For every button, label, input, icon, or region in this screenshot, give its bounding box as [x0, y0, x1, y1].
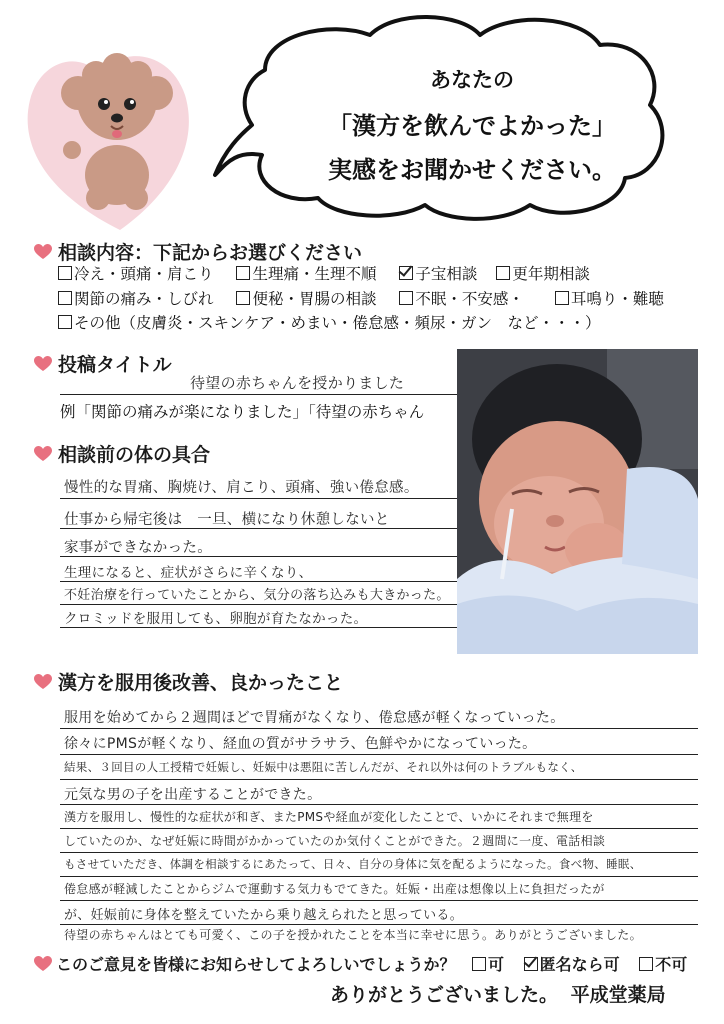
checkbox[interactable] — [58, 315, 72, 329]
checkbox-item[interactable] — [496, 265, 590, 283]
checkbox-checked[interactable] — [399, 266, 413, 280]
before-heading — [34, 440, 210, 467]
bubble-line-2: 「漢方を飲んでよかった」 — [328, 112, 616, 140]
checkbox-item[interactable] — [399, 290, 524, 308]
after-line: 漢方を服用し、慢性的な症状が和ぎ、またPMSや経血が変化したことで、いかにそれまで無理を — [64, 810, 594, 824]
before-rule — [60, 528, 457, 529]
checkbox-item[interactable] — [236, 290, 376, 308]
consent-option-label: 匿名なら可 — [539, 955, 620, 974]
checkbox-item[interactable] — [555, 290, 664, 308]
checkbox[interactable] — [472, 957, 486, 971]
checkbox[interactable] — [399, 291, 413, 305]
footer-thanks: ありがとうございました。 — [330, 984, 559, 1006]
checkbox-item[interactable] — [399, 265, 477, 283]
after-line: 服用を始めてから２週間ほどで胃痛がなくなり、倦怠感が軽くなっていった。 — [64, 710, 565, 726]
consent-option-label: 可 — [488, 955, 505, 974]
consent-option-anonymous[interactable] — [524, 955, 620, 974]
checkbox[interactable] — [496, 266, 510, 280]
after-rule — [60, 779, 698, 780]
before-rule — [60, 498, 457, 499]
after-heading — [34, 668, 343, 695]
after-line: もさせていただき、体調を相談するにあたって、日々、自分の身体に気を配るようになった。食べ物、睡眠、 — [64, 857, 642, 871]
after-line: していたのか、なぜ妊娠に時間がかかっていたのか気付くことができた。２週間に一度、電話相談 — [64, 834, 606, 848]
after-line: 待望の赤ちゃんはとても可愛く、この子を授かれたことを本当に幸せに思う。ありがとうございました。 — [64, 928, 642, 942]
before-heading-text: 相談前の体の具合 — [58, 444, 211, 466]
title-rule — [60, 394, 457, 395]
pharmacy-name: 平成堂薬局 — [570, 984, 666, 1006]
baby-photo — [457, 349, 698, 654]
checkbox[interactable] — [58, 291, 72, 305]
after-line: 倦怠感が軽減したことからジムで運動する気力もでてきた。妊娠・出産は想像以上に負担だったが — [64, 882, 605, 896]
after-rule — [60, 852, 698, 853]
checkbox[interactable] — [58, 266, 72, 280]
post-title-heading — [34, 350, 172, 377]
consent-option-deny[interactable] — [639, 955, 687, 974]
heart-icon — [34, 446, 52, 462]
after-rule — [60, 924, 698, 925]
checkbox-label: 不眠・不安感・ — [415, 290, 524, 308]
consent-options — [472, 952, 687, 975]
checkbox[interactable] — [555, 291, 569, 305]
after-rule — [60, 828, 698, 829]
consultation-heading — [34, 238, 362, 265]
after-line: 元気な男の子を出産することができた。 — [64, 787, 322, 803]
checkbox-label: 関節の痛み・しびれ — [74, 290, 214, 308]
checkbox-label: 更年期相談 — [512, 265, 590, 283]
checklist-row-1 — [58, 262, 600, 284]
after-heading-text: 漢方を服用後改善、良かったこと — [58, 672, 344, 694]
heart-icon — [34, 356, 52, 372]
before-line: クロミッドを服用しても、卵胞が育たなかった。 — [64, 611, 368, 627]
before-line: 慢性的な胃痛、胸焼け、肩こり、頭痛、強い倦怠感。 — [64, 480, 419, 496]
checkbox-label: 便秘・胃腸の相談 — [252, 290, 377, 308]
bubble-line-1: あなたの — [430, 68, 514, 92]
checkbox-label: 子宝相談 — [415, 265, 478, 283]
after-rule — [60, 900, 698, 901]
before-rule — [60, 604, 457, 605]
before-line: 不妊治療を行っていたことから、気分の落ち込みも大きかった。 — [64, 588, 450, 603]
checkbox[interactable] — [639, 957, 653, 971]
before-rule — [60, 556, 457, 557]
after-line: 結果、３回目の人工授精で妊娠し、妊娠中は悪阻に苦しんだが、それ以外は何のトラブルもなく、 — [64, 760, 583, 774]
post-title-heading-text: 投稿タイトル — [58, 354, 172, 376]
after-line: 徐々にPMSが軽くなり、経血の質がサラサラ、色鮮やかになっていった。 — [64, 736, 537, 752]
checklist-row-3 — [58, 311, 611, 333]
checklist-row-2 — [58, 287, 674, 309]
bubble-line-3: 実感をお聞かせください。 — [328, 156, 616, 184]
after-rule — [60, 876, 698, 877]
checkbox-checked[interactable] — [524, 957, 538, 971]
checkbox-item[interactable] — [236, 265, 376, 283]
after-rule — [60, 754, 698, 755]
checkbox-label: 生理痛・生理不順 — [252, 265, 377, 283]
before-rule — [60, 627, 457, 628]
before-line: 家事ができなかった。 — [64, 540, 212, 556]
consent-question: このご意見を皆様にお知らせしてよろしいでしょうか？ — [56, 955, 456, 974]
heart-icon — [34, 674, 52, 690]
before-line: 生理になると、症状がさらに辛くなり、 — [64, 565, 313, 581]
before-line: 仕事から帰宅後は 一旦、横になり休憩しないと — [64, 512, 390, 528]
after-line: が、妊娠前に身体を整えていたから乗り越えられたと思っている。 — [64, 908, 464, 923]
consent-row — [34, 952, 456, 975]
checkbox[interactable] — [236, 291, 250, 305]
checkbox[interactable] — [236, 266, 250, 280]
baby-photo-illustration — [457, 349, 698, 654]
consultation-heading-text: 相談内容：下記からお選びください — [58, 242, 363, 264]
after-rule — [60, 804, 698, 805]
checkbox-label: 冷え・頭痛・肩こり — [74, 265, 214, 283]
consent-option-allow[interactable] — [472, 955, 504, 974]
consent-option-label: 不可 — [655, 955, 688, 974]
checkbox-item[interactable] — [58, 265, 214, 283]
heart-icon — [34, 244, 52, 260]
before-rule — [60, 581, 457, 582]
after-rule — [60, 728, 698, 729]
heart-icon — [34, 956, 52, 972]
checkbox-label: 耳鳴り・難聴 — [570, 290, 664, 308]
checkbox-item[interactable] — [58, 290, 214, 308]
handwritten-title: 待望の赤ちゃんを授かりました — [190, 374, 405, 392]
checkbox-item[interactable] — [58, 314, 601, 332]
checkbox-label: その他（皮膚炎・スキンケア・めまい・倦怠感・頻尿・ガン など・・・） — [74, 314, 601, 332]
title-example: 例「関節の痛みが楽になりました」「待望の赤ちゃん — [60, 403, 425, 421]
footer-thanks-row — [330, 980, 666, 1007]
